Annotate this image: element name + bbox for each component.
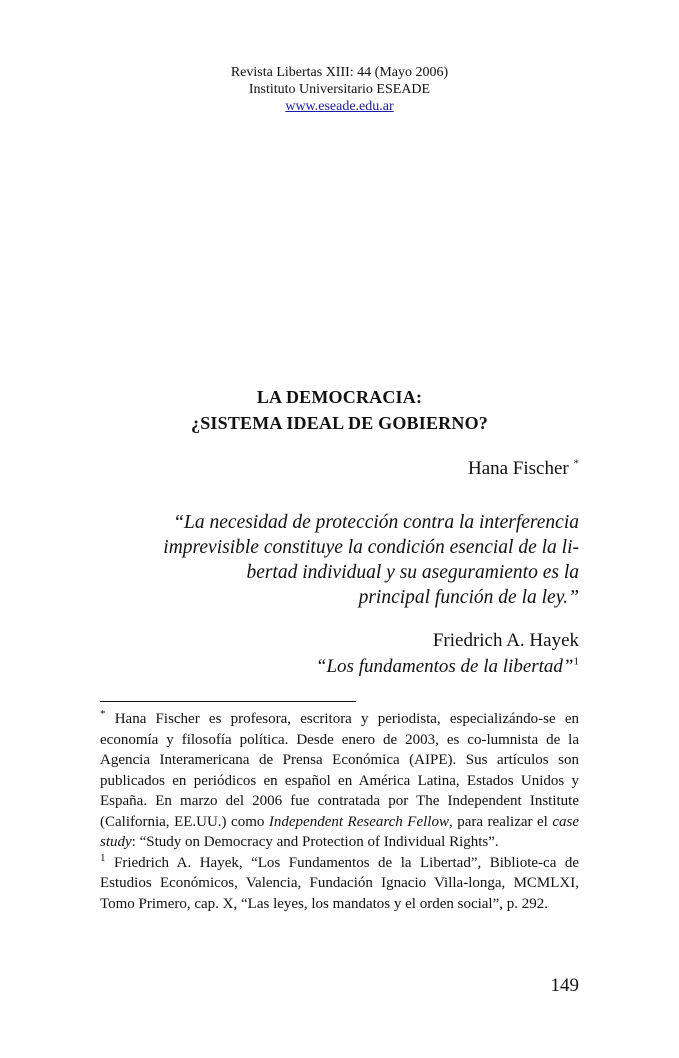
footnote-author-text-1: Hana Fischer es profesora, escritora y periodista, especializándo-se en economía y filosofía política. Desde enero de 2003, es co-lumnista de la Agencia Interamericana de Prensa Económica (AIPE). Sus artículos son publicados en periódicos en español en América Latina, Estados Unidos y España. En marzo del 2006 fue contratada por The Independent Institute (California, EE.UU.) como — [100, 711, 579, 830]
running-header — [0, 64, 679, 115]
author-name: Hana Fischer — [467, 458, 569, 479]
article-title — [0, 384, 679, 436]
footnote-1-text: Friedrich A. Hayek, “Los Fundamentos de la Libertad”, Bibliote-ca de Estudios Económicos, Valencia, Fundación Ignacio Villa-longa, MCMLXI, Tomo Primero, cap. X, “Las leyes, los mandatos y el orden social”, p. 292. — [100, 854, 579, 912]
footnote-divider — [100, 701, 356, 702]
epigraph-quote — [109, 510, 579, 610]
page-number: 149 — [550, 975, 579, 996]
epigraph-source-book: “Los fundamentos de la libertad” — [315, 656, 574, 677]
epigraph-line-3: bertad individual y su aseguramiento es la — [246, 562, 579, 583]
author-footnote-mark[interactable]: * — [573, 457, 579, 470]
footnote-author — [100, 709, 579, 853]
article-author — [468, 457, 579, 481]
footnote-author-text-2: , para realizar el — [448, 813, 553, 830]
journal-citation: Revista Libertas XIII: 44 (Mayo 2006) — [230, 65, 449, 80]
epigraph-line-4: principal función de la ley.” — [358, 587, 579, 608]
epigraph-line-1: “La necesidad de protección contra la interferencia — [173, 512, 579, 533]
epigraph-line-2: imprevisible constituye la condición esencial de la li- — [163, 537, 579, 558]
institution-name: Instituto Universitario ESEADE — [248, 82, 431, 97]
footnote-1-mark: 1 — [100, 851, 106, 864]
footnote-star-mark: * — [100, 708, 106, 720]
footnotes-section — [100, 709, 579, 914]
website-link[interactable]: www.eseade.edu.ar — [285, 99, 394, 114]
epigraph-footnote-mark[interactable]: 1 — [573, 655, 579, 668]
footnote-fellow-title: Independent Research Fellow — [268, 813, 449, 830]
title-line-2: ¿SISTEMA IDEAL DE GOBIERNO? — [191, 413, 488, 433]
epigraph-source-author: Friedrich A. Hayek — [432, 630, 579, 651]
footnote-author-text-3: : “Study on Democracy and Protection of Individual Rights”. — [131, 834, 499, 850]
footnote-1 — [100, 853, 579, 915]
footnote-case-study: case study — [100, 813, 579, 850]
title-line-1: LA DEMOCRACIA: — [256, 387, 423, 407]
epigraph-attribution — [316, 628, 579, 680]
